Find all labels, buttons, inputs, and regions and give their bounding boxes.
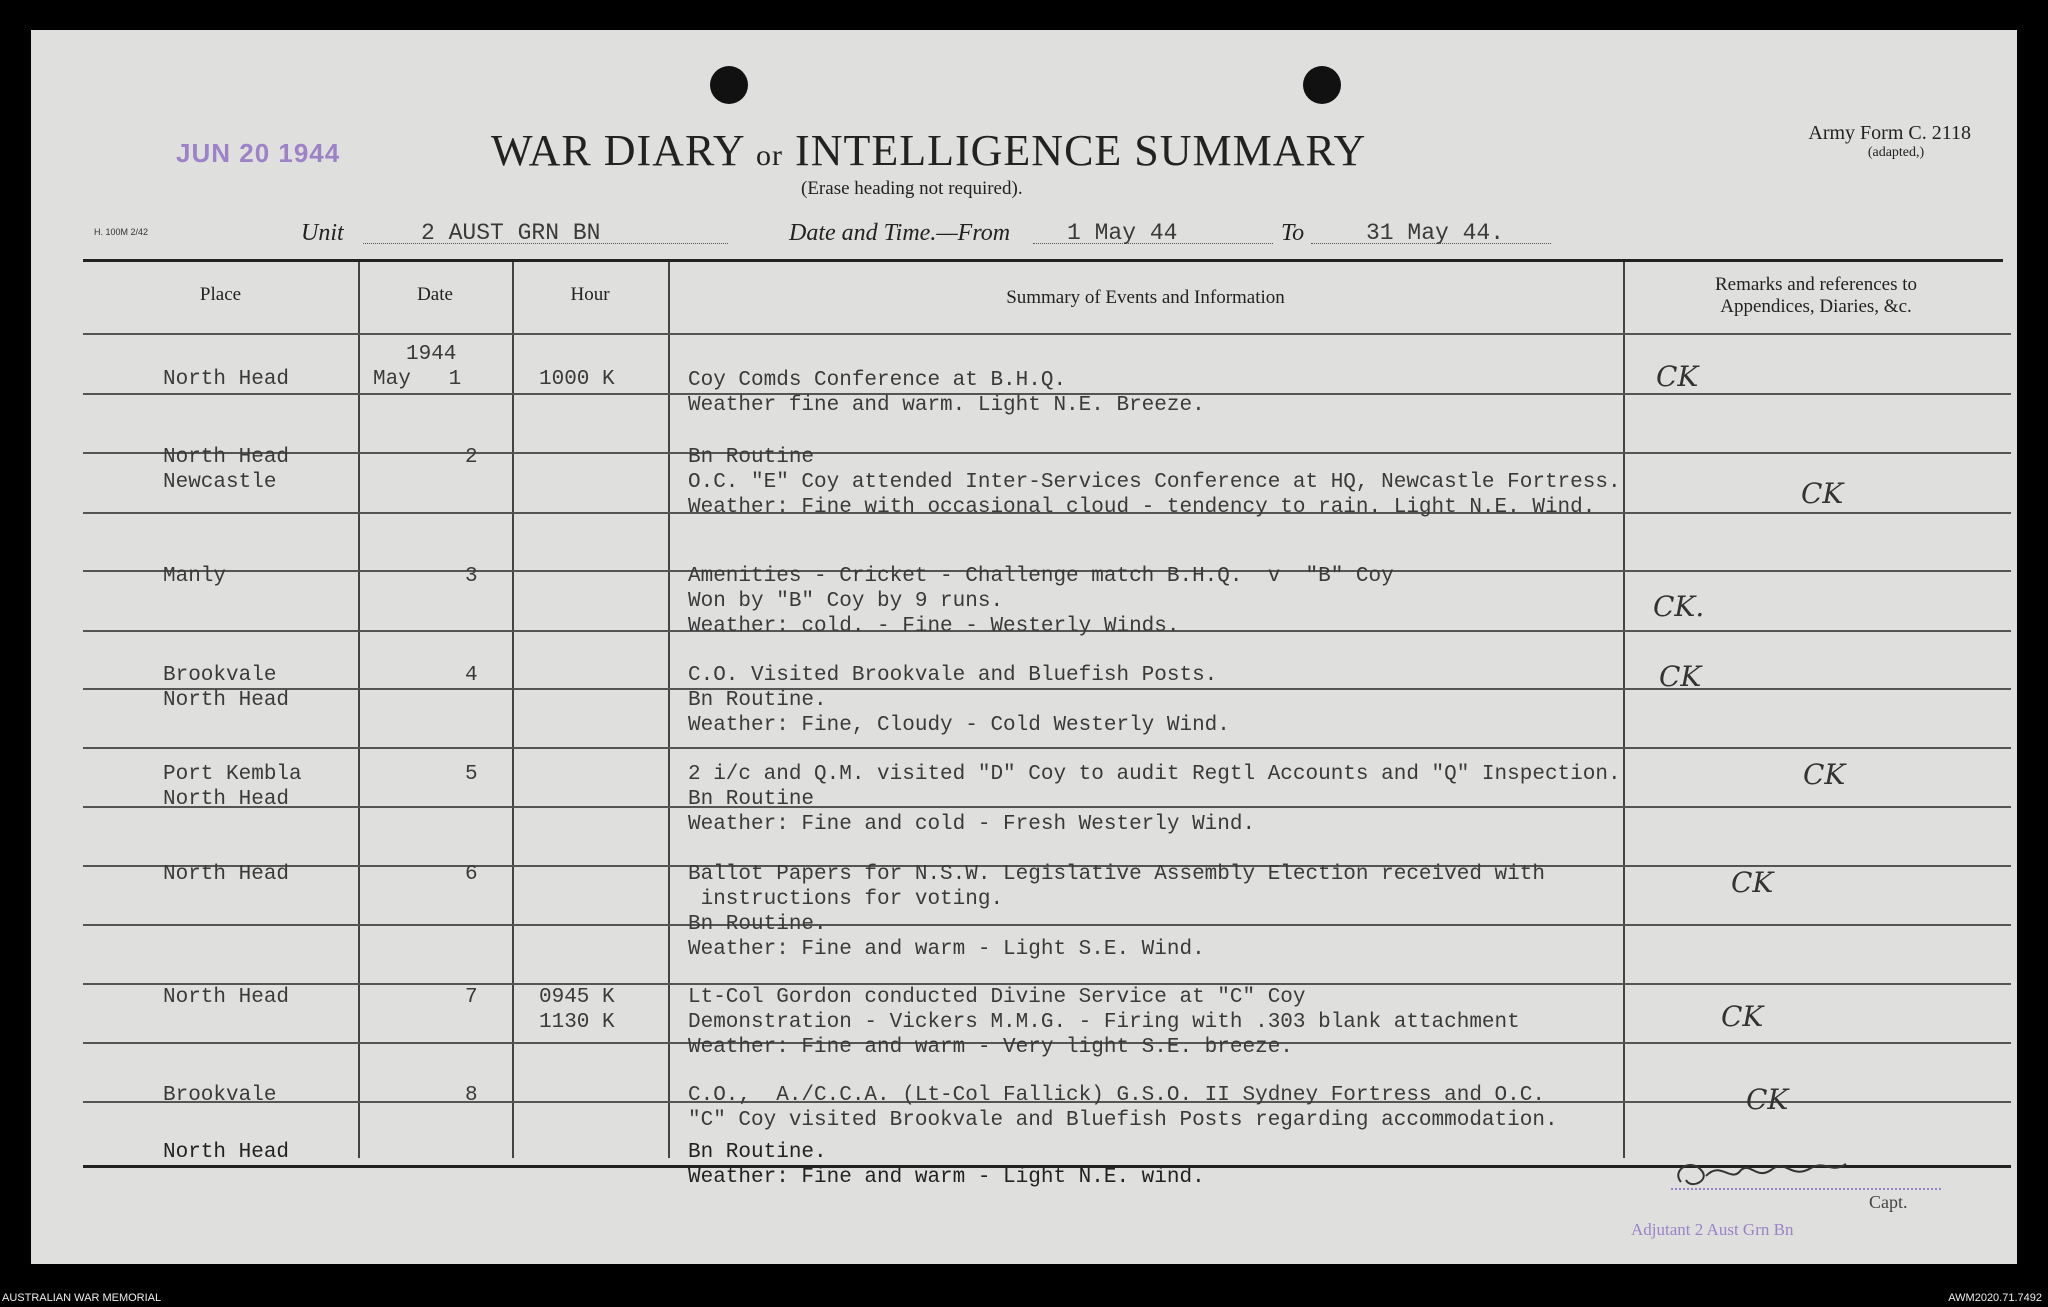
unit-value: 2 AUST GRN BN xyxy=(421,220,601,246)
signature-title: Adjutant 2 Aust Grn Bn xyxy=(1631,1220,1794,1239)
entry-summary: Amenities - Cricket - Challenge match B.H.Q. v "B" Coy Won by "B" Coy by 9 runs. Weather: cold. - Fine - Westerly Winds. xyxy=(688,565,1394,638)
entry-summary: Bn Routine. Weather: Fine and warm - Light N.E. wind. xyxy=(688,1141,1205,1189)
from-date: 1 May 44 xyxy=(1067,220,1178,246)
entry-hour: 1000 K xyxy=(539,368,615,391)
remark-initials: CK xyxy=(1731,866,1774,899)
archive-reference: AWM2020.71.7492 xyxy=(1948,1292,2042,1304)
handwritten-signature xyxy=(1661,1140,1871,1200)
remark-initials: CK xyxy=(1803,758,1846,791)
entry-date: 8 xyxy=(465,1084,478,1107)
column-divider xyxy=(512,262,514,1158)
remark-initials: CK xyxy=(1656,360,1699,393)
col-header-hour: Hour xyxy=(570,284,610,305)
entry-summary: Ballot Papers for N.S.W. Legislative Assembly Election received with instructions for voting. Bn Routine. Weather: Fine and warm - Light S.E. Wind. xyxy=(688,863,1545,961)
remark-initials: CK. xyxy=(1653,590,1705,623)
entry-date: May 1 xyxy=(373,368,462,391)
col-header-date: Date xyxy=(417,284,453,305)
entry-place: North Head xyxy=(163,1141,290,1164)
entry-date: 3 xyxy=(465,565,478,588)
entry-date: 7 xyxy=(465,986,478,1009)
date-time-label: Date and Time.—From xyxy=(789,220,1011,246)
table-top-rule xyxy=(83,259,2003,262)
to-date: 31 May 44. xyxy=(1366,220,1505,246)
entry-place: Brookvale xyxy=(163,1084,277,1107)
army-form-adapted: (adapted,) xyxy=(1867,145,1925,160)
entry-date: 4 xyxy=(465,664,478,687)
archive-credit: AUSTRALIAN WAR MEMORIAL xyxy=(2,1292,162,1304)
entry-date: 5 xyxy=(465,763,478,786)
col-header-remarks-line: Appendices, Diaries, &c. xyxy=(1720,296,1912,317)
entry-place: North Head xyxy=(163,986,290,1009)
entry-date: 6 xyxy=(465,863,478,886)
remark-initials: CK xyxy=(1801,477,1844,510)
title-intelligence-summary: INTELLIGENCE SUMMARY xyxy=(795,126,1367,175)
punch-hole xyxy=(710,66,748,104)
form-title xyxy=(491,125,1366,176)
entry-date: 2 xyxy=(465,446,478,469)
title-or: or xyxy=(756,139,784,172)
column-divider xyxy=(668,262,670,1158)
col-header-remarks xyxy=(1623,274,2009,318)
army-form-number: Army Form C. 2118 xyxy=(1808,122,1971,144)
col-header-place: Place xyxy=(199,284,242,305)
entry-summary: C.O. Visited Brookvale and Bluefish Posts. Bn Routine. Weather: Fine, Cloudy - Cold Westerly Wind. xyxy=(688,664,1230,737)
remark-initials: CK xyxy=(1659,660,1702,693)
punch-hole xyxy=(1303,66,1341,104)
title-war-diary: WAR DIARY xyxy=(491,126,745,175)
entry-summary: Lt-Col Gordon conducted Divine Service at "C" Coy Demonstration - Vickers M.M.G. - Firing with .303 blank attachment Weather: Fine and warm - Very light S.E. breeze. xyxy=(688,986,1520,1059)
entry-summary: C.O., A./C.C.A. (Lt-Col Fallick) G.S.O. II Sydney Fortress and O.C. "C" Coy visited Brookvale and Bluefish Posts regarding accommodation. xyxy=(688,1084,1558,1132)
column-divider xyxy=(1623,262,1625,1158)
entry-summary: Bn Routine O.C. "E" Coy attended Inter-Services Conference at HQ, Newcastle Fortress. Weather: Fine with occasional cloud - tendency to rain. Light N.E. Wind. xyxy=(688,446,1621,519)
army-form-ref xyxy=(1781,122,1971,161)
year-label: 1944 xyxy=(406,343,457,366)
col-header-remarks-line: Remarks and references to xyxy=(1714,274,1918,295)
remark-initials: CK xyxy=(1721,1000,1764,1033)
form-subtitle: (Erase heading not required). xyxy=(801,178,1023,199)
entry-place: Manly xyxy=(163,565,227,588)
remark-initials: CK xyxy=(1746,1083,1789,1116)
entry-place: Port Kembla North Head xyxy=(163,763,302,811)
entry-place: North Head xyxy=(163,863,290,886)
ruled-line xyxy=(83,333,2011,335)
to-label: To xyxy=(1281,220,1305,246)
signature-rank: Capt. xyxy=(1869,1192,1908,1212)
ruled-line xyxy=(83,747,2011,749)
signature-line xyxy=(1671,1188,1941,1190)
unit-label: Unit xyxy=(301,220,344,246)
entry-summary: 2 i/c and Q.M. visited "D" Coy to audit Regtl Accounts and "Q" Inspection. Bn Routine Weather: Fine and cold - Fresh Westerly Wind. xyxy=(688,763,1621,836)
diary-sheet xyxy=(31,30,2017,1264)
entry-summary: Coy Comds Conference at B.H.Q. Weather fine and warm. Light N.E. Breeze. xyxy=(688,369,1205,417)
received-date-stamp: JUN 20 1944 xyxy=(176,138,341,168)
entry-place: Brookvale North Head xyxy=(163,664,290,712)
col-header-summary: Summary of Events and Information xyxy=(1006,287,1285,308)
column-divider xyxy=(358,262,360,1158)
entry-place: North Head xyxy=(163,368,290,391)
print-code: H. 100M 2/42 xyxy=(94,227,149,237)
entry-hour: 0945 K 1130 K xyxy=(539,986,615,1034)
entry-place: North Head Newcastle xyxy=(163,446,290,494)
